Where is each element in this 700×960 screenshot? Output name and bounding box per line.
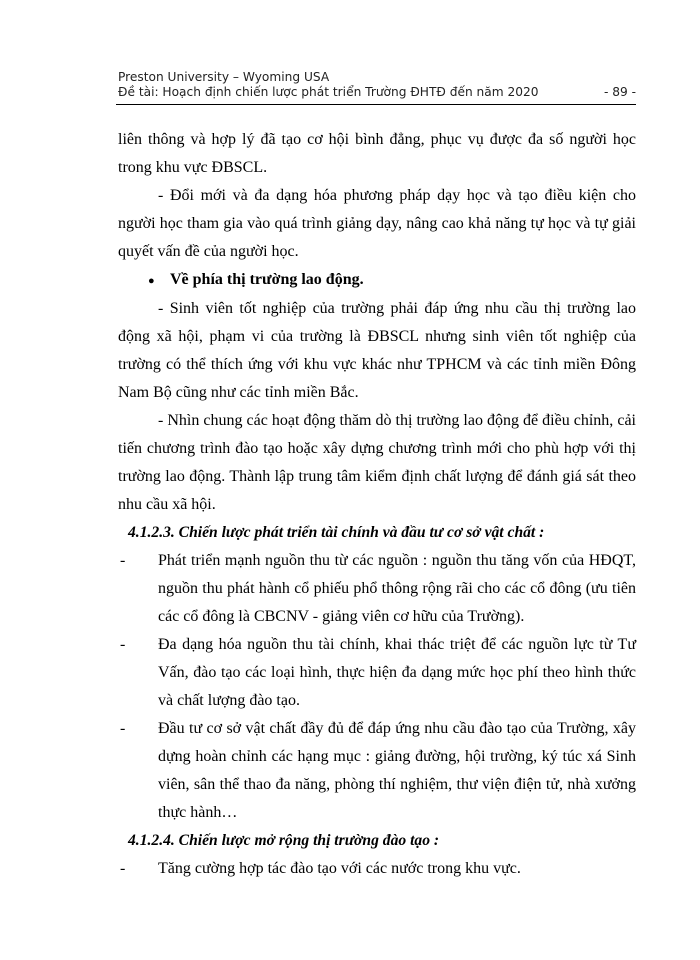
list-item-text: Đa dạng hóa nguồn thu tài chính, khai thác triệt để các nguồn lực từ Tư Vấn, đào tạo các loại hình, thực hiện đa dạng mức học phí theo hình thức và chất lượng đào tạo. xyxy=(158,636,636,709)
bullet-heading-labor-market xyxy=(118,266,636,295)
dash-marker: - xyxy=(120,720,126,737)
dash-marker: - xyxy=(120,552,126,569)
list-item xyxy=(118,631,636,715)
bullet-icon: ● xyxy=(148,275,155,287)
bullet-heading-text: Về phía thị trường lao động. xyxy=(170,271,364,288)
paragraph-continued: liên thông và hợp lý đã tạo cơ hội bình đẳng, phục vụ được đa số người học trong khu vực ĐBSCL. xyxy=(118,131,636,176)
list-item xyxy=(118,547,636,631)
header-institution: Preston University – Wyoming USA xyxy=(118,70,330,84)
list-item xyxy=(118,715,636,827)
paragraph-graduates: - Sinh viên tốt nghiệp của trường phải đáp ứng nhu cầu thị trường lao động xã hội, phạm vi của trường là ĐBSCL nhưng sinh viên tốt nghiệp của trường có thể thích ứng với khu vực khác như TPHCM và các tỉnh miền Đông Nam Bộ cũng như các tỉnh miền Bắc. xyxy=(118,300,636,401)
page-number: - 89 - xyxy=(603,85,636,99)
section-heading-4123: 4.1.2.3. Chiến lược phát triển tài chính và đầu tư cơ sở vật chất : xyxy=(128,524,545,541)
header-divider xyxy=(116,104,636,105)
list-item-text: Phát triển mạnh nguồn thu từ các nguồn : nguồn thu tăng vốn của HĐQT, nguồn thu phát hành cổ phiếu phổ thông rộng rãi cho các cổ đông (ưu tiên các cổ đông là CBCNV - giảng viên cơ hữu của Trường). xyxy=(158,552,636,625)
list-item-text: Đầu tư cơ sở vật chất đầy đủ để đáp ứng nhu cầu đào tạo của Trường, xây dựng hoàn chỉnh các hạng mục : giảng đường, hội trường, ký túc xá Sinh viên, sân thể thao đa năng, phòng thí nghiệm, thư viện điện tử, nhà xưởng thực hành… xyxy=(158,720,636,821)
header-line-1 xyxy=(118,70,636,85)
header-thesis-title: Đề tài: Hoạch định chiến lược phát triển Trường ĐHTĐ đến năm 2020 xyxy=(118,85,539,99)
list-item xyxy=(118,855,636,883)
paragraph-labor-survey: - Nhìn chung các hoạt động thăm dò thị trường lao động để điều chỉnh, cải tiến chương trình đào tạo hoặc xây dựng chương trình mới cho phù hợp với thị trường lao động. Thành lập trung tâm kiểm định chất lượng để đánh giá sát theo nhu cầu xã hội. xyxy=(118,412,636,513)
header-line-2 xyxy=(118,85,636,100)
paragraph-teaching-methods: - Đổi mới và đa dạng hóa phương pháp dạy học và tạo điều kiện cho người học tham gia vào quá trình giảng dạy, nâng cao khả năng tự học và tự giải quyết vấn đề của người học. xyxy=(118,187,636,260)
dash-marker: - xyxy=(120,636,126,653)
page-body xyxy=(118,126,636,883)
section-heading-4124: 4.1.2.4. Chiến lược mở rộng thị trường đào tạo : xyxy=(128,832,440,849)
list-item-text: Tăng cường hợp tác đào tạo với các nước trong khu vực. xyxy=(158,860,521,877)
dash-marker: - xyxy=(120,860,126,877)
running-header xyxy=(118,70,636,100)
